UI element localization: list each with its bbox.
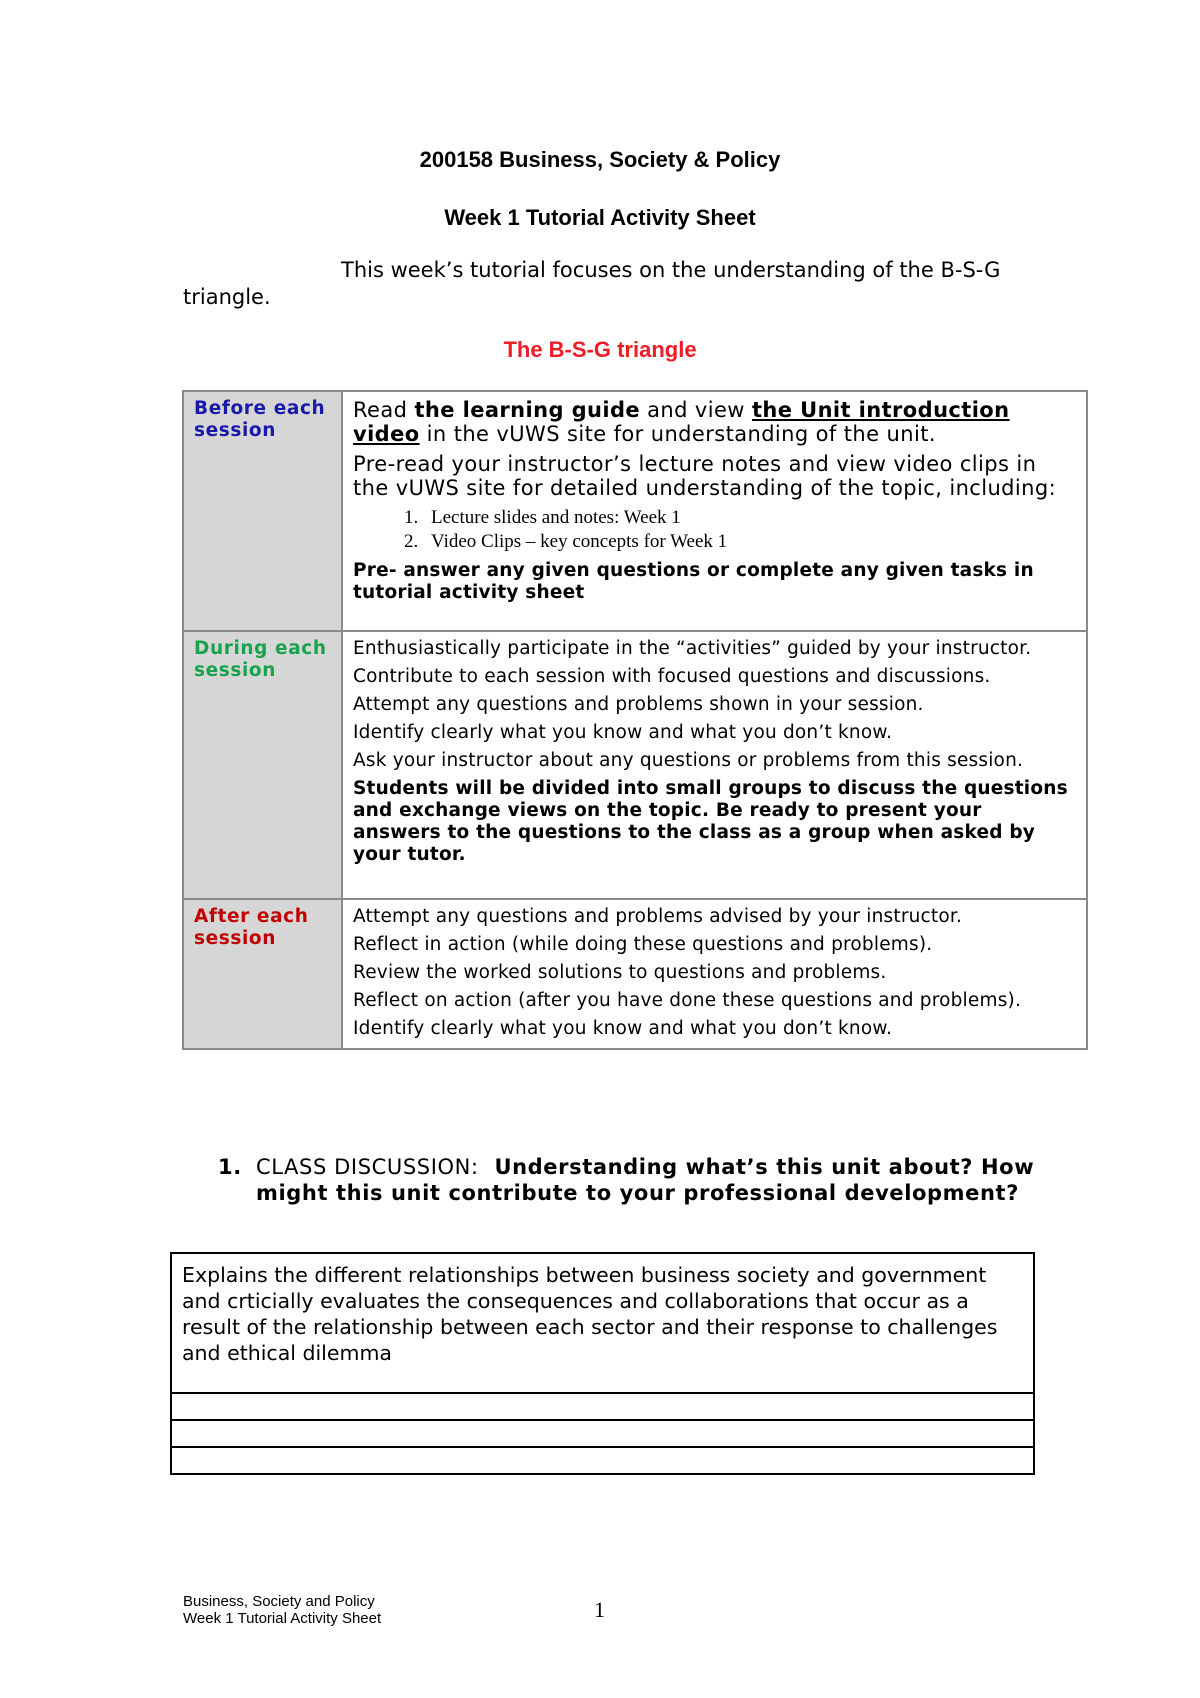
during-row [183,631,1087,899]
learning-guide: the learning guide [414,398,641,422]
question-number: 1. [218,1155,242,1179]
section-title: The B-S-G triangle [503,337,697,362]
during-item: Enthusiastically participate in the “activities” guided by your instructor. [353,638,1032,659]
activity-table [182,390,1088,1050]
blank-answer-row[interactable] [171,1393,1034,1420]
unit-title: 200158 Business, Society & Policy [419,147,781,172]
sheet-title: Week 1 Tutorial Activity Sheet [444,205,756,230]
intro-text [183,257,1043,311]
question-text: Understanding what’s this unit about? How might this unit contribute to your professional development? [256,1155,1035,1205]
footer [183,1593,381,1627]
during-item: Identify clearly what you know and what you don’t know. [353,722,893,743]
preread-paragraph: Pre-read your instructor’s lecture notes and view video clips in the vUWS site for detailed understanding of the topic, including: [353,452,1057,500]
answer-cell[interactable]: Explains the different relationships between business society and government and crticially evaluates the consequences and collaborations that occur as a result of the relationship between each sector and their response to challenges and ethical dilemma [171,1253,1034,1393]
during-content [342,631,1087,899]
before-content [342,391,1087,631]
blank-answer-row[interactable] [171,1420,1034,1447]
before-label: Before each session [183,391,342,631]
page-number: 1 [594,1597,605,1622]
intro-sentence: This week’s tutorial focuses on the understanding of the B-S-G triangle. [183,258,1001,309]
answer-table [170,1252,1035,1475]
read-prefix: Read [353,398,415,422]
list-item: 2. Video Clips – key concepts for Week 1 [423,530,1076,554]
blank-answer-row[interactable] [171,1447,1034,1474]
after-item: Review the worked solutions to questions and problems. [353,962,887,983]
during-item: Contribute to each session with focused questions and discussions. [353,666,991,687]
view-text: and view [640,398,752,422]
during-item: Ask your instructor about any questions or problems from this session. [353,750,1024,771]
materials-list [353,506,1076,554]
list-item: 1. Lecture slides and notes: Week 1 [423,506,1076,530]
after-item: Reflect in action (while doing these questions and problems). [353,934,933,955]
read-suffix: in the vUWS site for understanding of the unit. [419,422,936,446]
group-note: Students will be divided into small groups to discuss the questions and exchange views on the topic. Be ready to present your answers to the questions to the class as a group when asked by your tutor. [353,778,1068,865]
after-row [183,899,1087,1049]
question-lead: CLASS DISCUSSION: [256,1155,479,1179]
after-item: Attempt any questions and problems advised by your instructor. [353,906,963,927]
footer-line: Week 1 Tutorial Activity Sheet [183,1610,382,1627]
read-paragraph [353,398,1076,446]
after-item: Identify clearly what you know and what you don’t know. [353,1018,893,1039]
preanswer-note: Pre- answer any given questions or complete any given tasks in tutorial activity sheet [353,560,1034,603]
after-content [342,899,1087,1049]
during-item: Attempt any questions and problems shown in your session. [353,694,924,715]
during-label: During each session [183,631,342,899]
after-item: Reflect on action (after you have done these questions and problems). [353,990,1022,1011]
footer-line: Business, Society and Policy [183,1593,375,1610]
after-label: After each session [183,899,342,1049]
before-row [183,391,1087,631]
unit-intro-video-link[interactable]: the Unit introduction video [353,398,1010,446]
discussion-question [218,1154,1078,1206]
